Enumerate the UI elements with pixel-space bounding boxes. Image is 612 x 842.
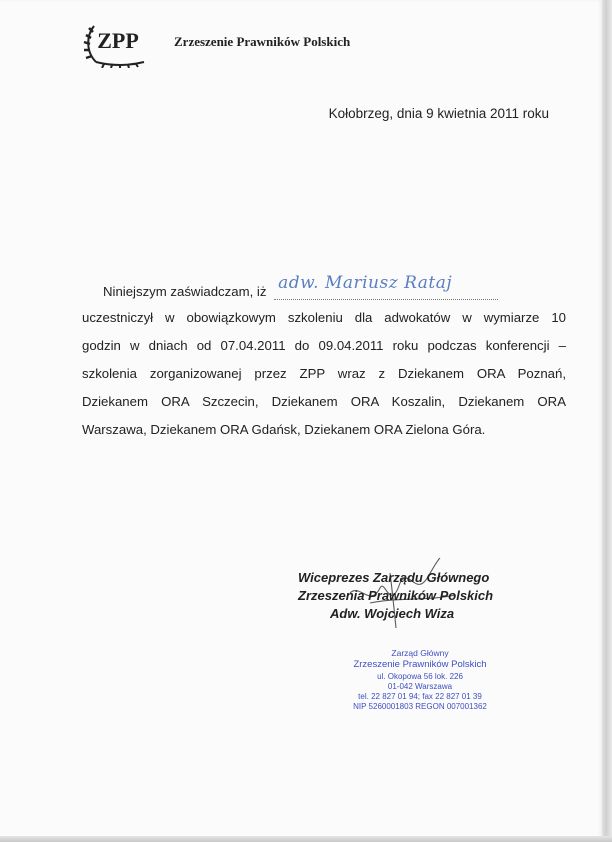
intro-text: Niniejszym zaświadczam, iż — [103, 284, 267, 299]
handwritten-name: adw. Mariusz Rataj — [278, 273, 453, 293]
scan-edge-bottom — [0, 836, 612, 842]
body-line: godzin w dniach od 07.04.2011 do 09.04.2011 roku podczas konferencji – — [82, 338, 566, 353]
stamp-line: Zrzeszenie Prawników Polskich — [353, 659, 487, 670]
body-line: uczestniczył w obowiązkowym szkoleniu dla adwokatów w wymiarze 10 — [82, 310, 566, 325]
body-line: szkolenia zorganizowanej przez ZPP wraz z Dziekanem ORA Poznań, — [82, 366, 566, 381]
signatory-organization: Zrzeszenia Prawników Polskich — [298, 588, 494, 603]
body-line: Warszawa, Dziekanem ORA Gdańsk, Dziekanem ORA Zielona Góra. — [82, 422, 486, 437]
logo-text: ZPP — [97, 28, 139, 53]
stamp-line: ul. Okopowa 56 lok. 226 — [377, 672, 463, 681]
signatory-title: Wiceprezes Zarządu Głównego — [298, 570, 490, 585]
place-and-date: Kołobrzeg, dnia 9 kwietnia 2011 roku — [328, 106, 549, 121]
office-stamp — [332, 648, 508, 711]
scan-edge-right — [602, 0, 612, 842]
certificate-body — [82, 310, 566, 450]
signatory-name: Adw. Wojciech Wiza — [330, 606, 455, 621]
body-line: Dziekanem ORA Szczecin, Dziekanem ORA Koszalin, Dziekanem ORA — [82, 394, 566, 409]
signature-block — [292, 570, 493, 624]
name-fill-line — [274, 273, 498, 300]
zpp-logo-icon — [82, 18, 154, 68]
stamp-line: Zarząd Główny — [391, 648, 449, 658]
stamp-line: tel. 22 827 01 94; fax 22 827 01 39 — [358, 692, 482, 701]
organization-name: Zrzeszenie Prawników Polskich — [174, 34, 351, 49]
certificate-intro-line — [103, 273, 498, 300]
stamp-line: NIP 5260001803 REGON 007001362 — [353, 702, 487, 711]
stamp-line: 01-042 Warszawa — [387, 682, 453, 691]
